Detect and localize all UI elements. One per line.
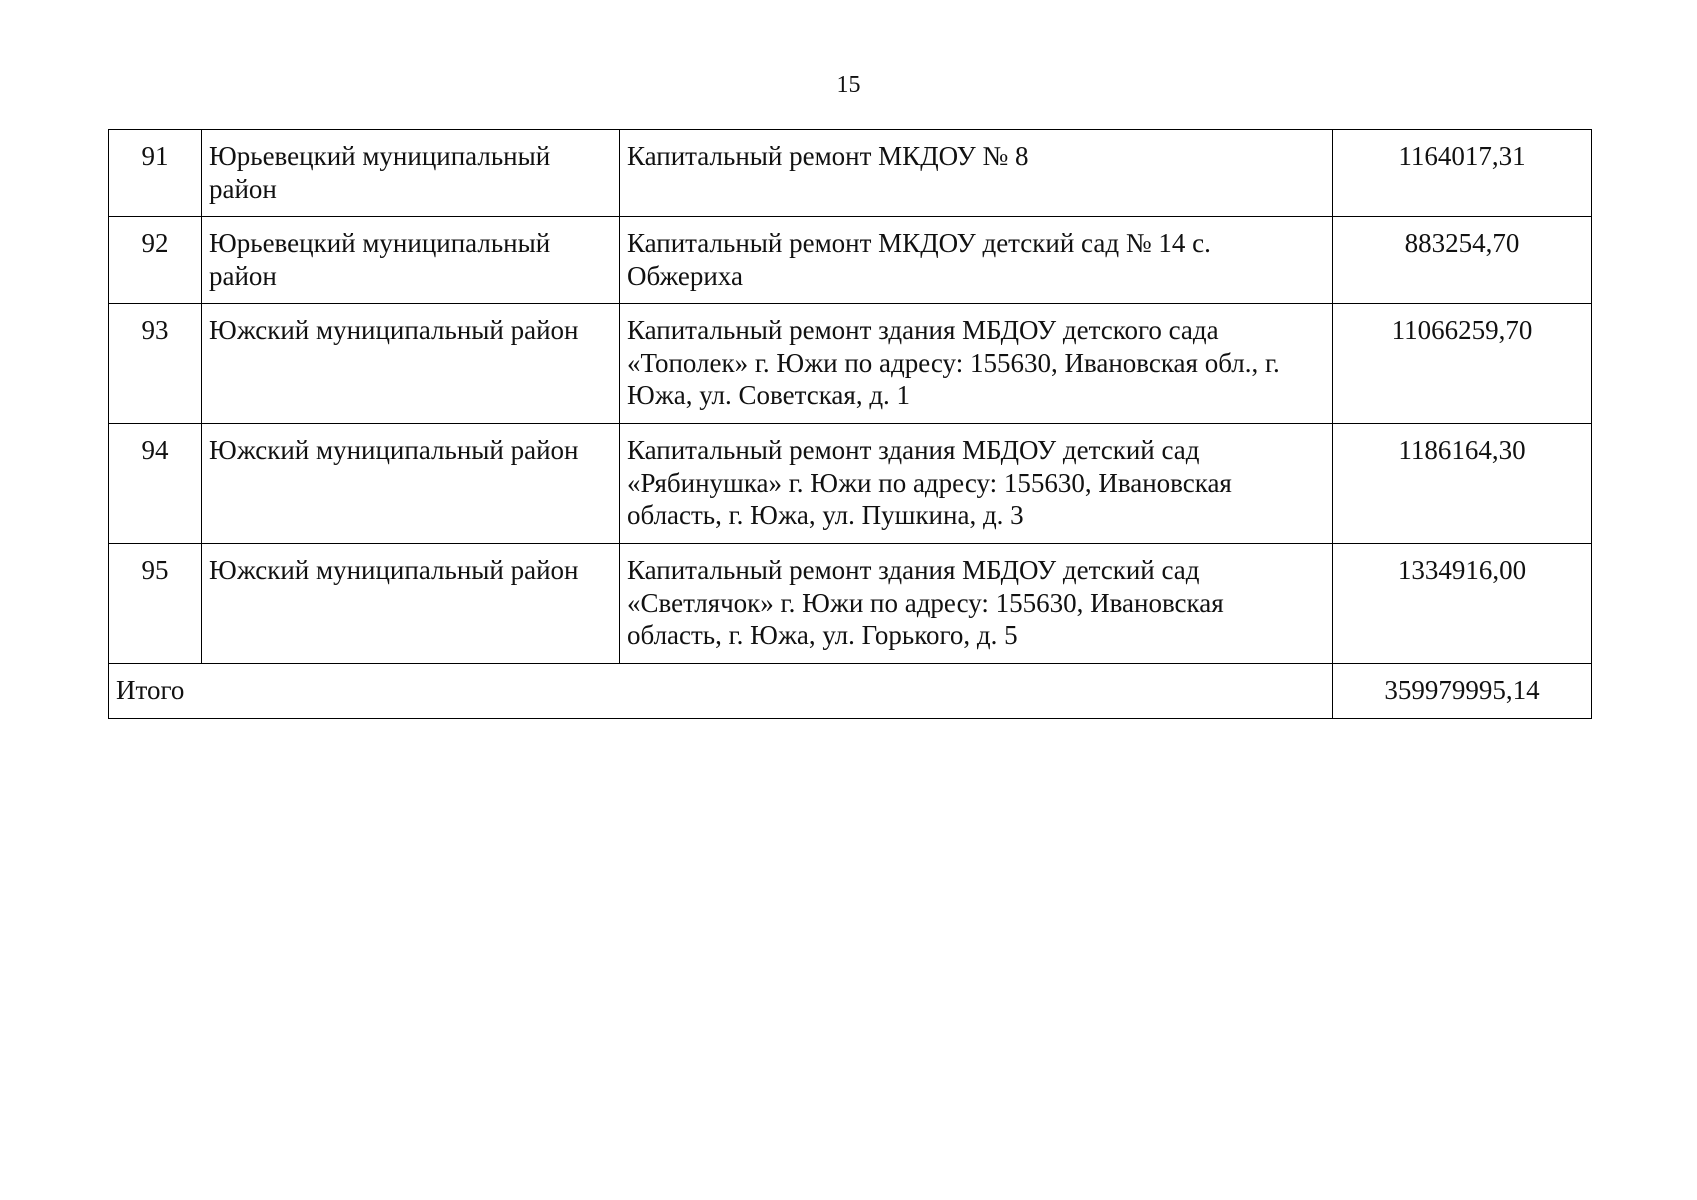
district-cell: Южский муниципальный район <box>202 544 620 664</box>
allocation-table <box>108 129 1592 719</box>
description-cell: Капитальный ремонт МКДОУ № 8 <box>620 130 1333 217</box>
amount-cell: 1334916,00 <box>1333 544 1592 664</box>
district-cell: Юрьевецкий муниципальный район <box>202 217 620 304</box>
amount-cell: 883254,70 <box>1333 217 1592 304</box>
row-number: 95 <box>109 544 202 664</box>
amount-cell: 1164017,31 <box>1333 130 1592 217</box>
amount-cell: 1186164,30 <box>1333 424 1592 544</box>
row-number: 93 <box>109 304 202 424</box>
row-number: 91 <box>109 130 202 217</box>
table-row <box>109 217 1592 304</box>
total-label: Итого <box>109 664 1333 719</box>
district-cell: Юрьевецкий муниципальный район <box>202 130 620 217</box>
table-row <box>109 544 1592 664</box>
total-amount: 359979995,14 <box>1333 664 1592 719</box>
page-number: 15 <box>836 72 861 98</box>
table-row <box>109 130 1592 217</box>
district-cell: Южский муниципальный район <box>202 304 620 424</box>
description-cell: Капитальный ремонт здания МБДОУ детского сада «Тополек» г. Южи по адресу: 155630, Ивановская обл., г. Южа, ул. Советская, д. 1 <box>620 304 1333 424</box>
description-cell: Капитальный ремонт здания МБДОУ детский сад «Светлячок» г. Южи по адресу: 155630, Ивановская область, г. Южа, ул. Горького, д. 5 <box>620 544 1333 664</box>
total-row <box>109 664 1592 719</box>
district-cell: Южский муниципальный район <box>202 424 620 544</box>
row-number: 92 <box>109 217 202 304</box>
row-number: 94 <box>109 424 202 544</box>
description-cell: Капитальный ремонт МКДОУ детский сад № 14 с. Обжериха <box>620 217 1333 304</box>
amount-cell: 11066259,70 <box>1333 304 1592 424</box>
table-row <box>109 424 1592 544</box>
table-row <box>109 304 1592 424</box>
description-cell: Капитальный ремонт здания МБДОУ детский сад «Рябинушка» г. Южи по адресу: 155630, Ивановская область, г. Южа, ул. Пушкина, д. 3 <box>620 424 1333 544</box>
